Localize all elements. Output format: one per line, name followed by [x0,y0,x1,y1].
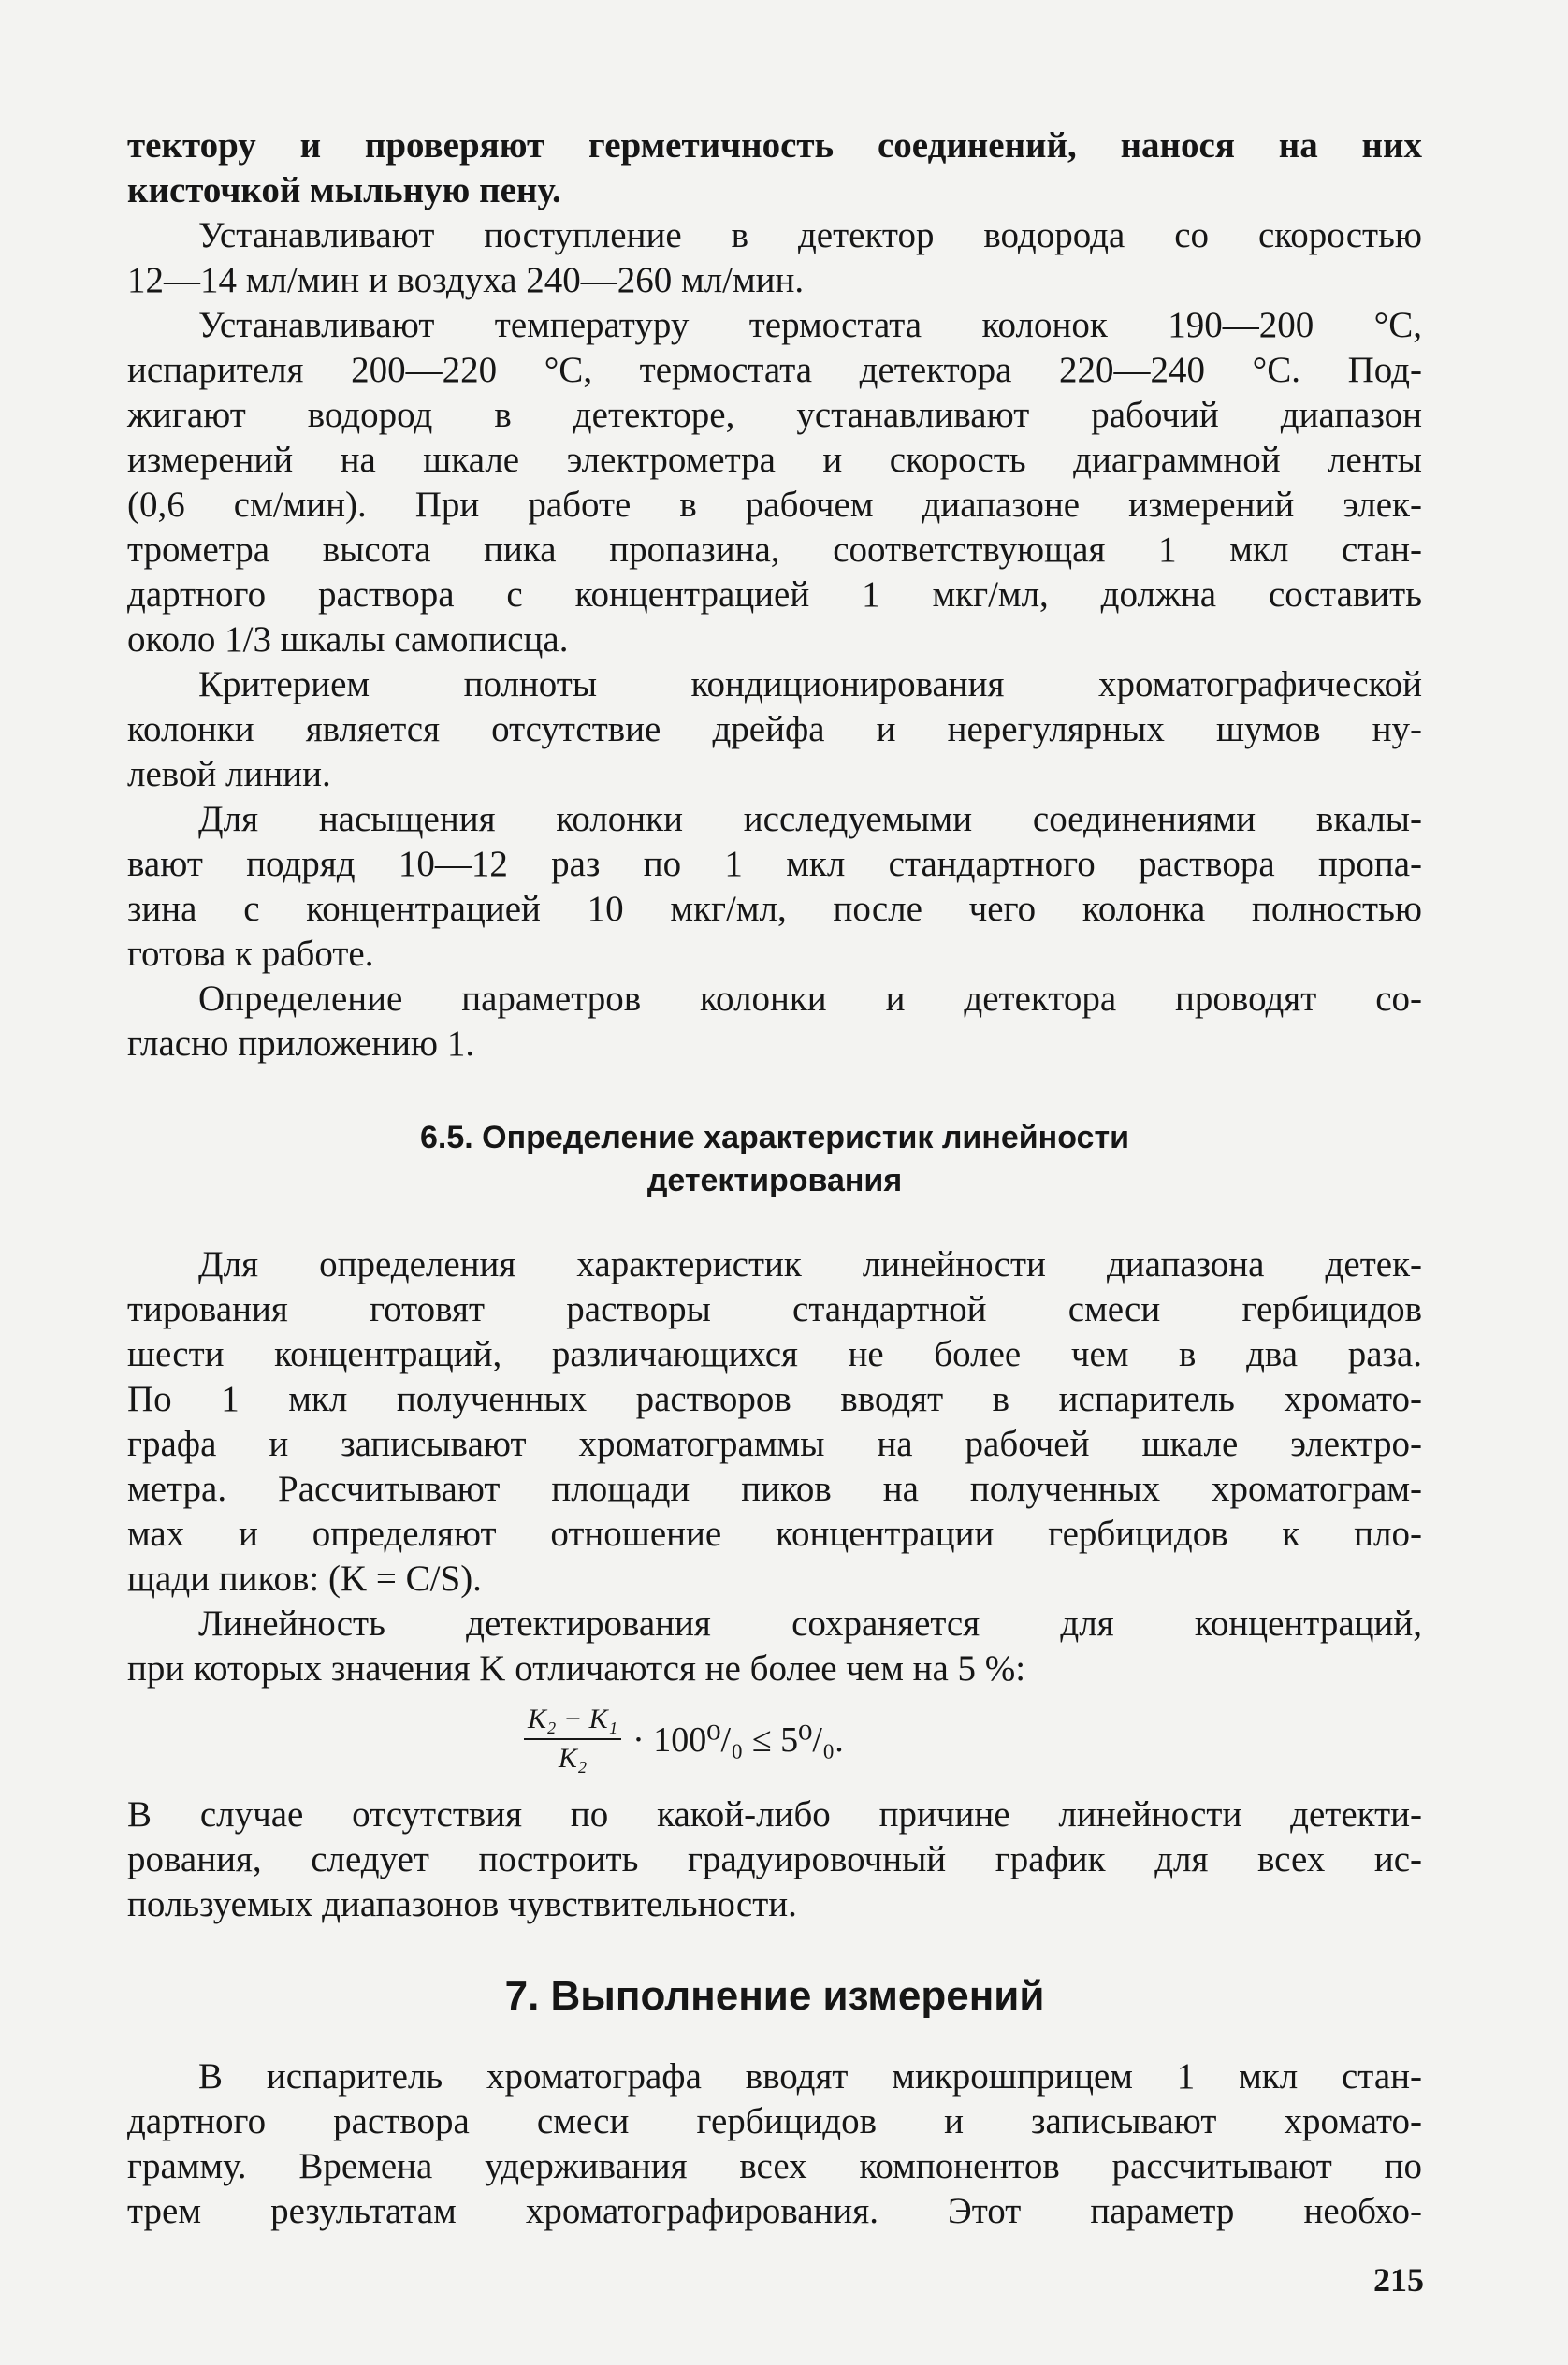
text-line: трем результатам хроматографирования. Этот параметр необхо- [127,2191,1422,2231]
text-line: В случае отсутствия по какой-либо причине линейности детекти- [127,1794,1422,1835]
text-line: измерений на шкале электрометра и скорость диаграммной ленты [127,440,1422,480]
text-line: тирования готовят растворы стандартной смеси гербицидов [127,1289,1422,1329]
text-line: мах и определяют отношение концентрации гербицидов к пло- [127,1514,1422,1554]
text-line: 12—14 мл/мин и воздуха 240—260 мл/мин. [127,260,805,300]
text-line: дартного раствора с концентрацией 1 мкг/мл, должна составить [127,574,1422,615]
text-line: Устанавливают температуру термостата колонок 190—200 °С, [198,305,1422,345]
text-line: тектору и проверяют герметичность соединений, нанося на них [127,125,1422,166]
text-line: Определение параметров колонки и детектора проводят со- [198,979,1422,1019]
text-line: жигают водород в детекторе, устанавливают рабочий диапазон [127,395,1422,435]
formula-rest: · 100⁰/₀ ≤ 5⁰/₀. [632,1719,844,1760]
text-line: Устанавливают поступление в детектор водорода со скоростью [198,215,1422,255]
text-line: колонки является отсутствие дрейфа и нерегулярных шумов ну- [127,709,1422,749]
text-line: Для насыщения колонки исследуемыми соединениями вкалы- [198,799,1422,839]
text-line: вают подряд 10—12 раз по 1 мкл стандартного раствора пропа- [127,844,1422,884]
text-line: Критерием полноты кондиционирования хроматографической [198,664,1422,704]
section-heading: 6.5. Определение характеристик линейности [420,1120,1129,1155]
formula-denominator: K₂ [558,1743,588,1774]
chapter-heading: 7. Выполнение измерений [504,1973,1045,2019]
text-line: Для определения характеристик линейности диапазона детек- [198,1244,1422,1284]
text-line: гласно приложению 1. [127,1023,475,1064]
text-line: трометра высота пика пропазина, соответствующая 1 мкл стан- [127,530,1422,570]
text-line: рования, следует построить градуировочный график для всех ис- [127,1839,1422,1879]
text-line: готова к работе. [127,934,374,974]
linearity-formula [524,1703,844,1776]
text-line: пользуемых диапазонов чувствительности. [127,1884,797,1924]
page-number: 215 [1373,2261,1424,2299]
text-line: По 1 мкл полученных растворов вводят в испаритель хромато- [127,1379,1422,1419]
text-line: зина с концентрацией 10 мкг/мл, после чего колонка полностью [127,889,1422,929]
text-line: В испаритель хроматографа вводят микрошприцем 1 мкл стан- [198,2056,1422,2097]
text-line: метра. Рассчитывают площади пиков на полученных хроматограм- [127,1469,1422,1509]
text-line: дартного раствора смеси гербицидов и записывают хромато- [127,2101,1422,2141]
text-line: шести концентраций, различающихся не более чем в два раза. [127,1334,1422,1374]
formula-numerator: K₂ − K₁ [524,1703,621,1740]
text-line: левой линии. [127,754,331,794]
text-line: около 1/3 шкалы самописца. [127,619,569,660]
formula-fraction [524,1703,621,1776]
text-line: Линейность детектирования сохраняется для концентраций, [198,1603,1422,1644]
text-line: кисточкой мыльную пену. [127,170,561,210]
text-line: графа и записывают хроматограммы на рабочей шкале электро- [127,1424,1422,1464]
text-line: испарителя 200—220 °С, термостата детектора 220—240 °С. Под- [127,350,1422,390]
text-line: щади пиков: (K = C/S). [127,1559,482,1599]
text-line: при которых значения K отличаются не более чем на 5 %: [127,1648,1026,1689]
text-line: (0,6 см/мин). При работе в рабочем диапазоне измерений элек- [127,485,1422,525]
text-line: грамму. Времена удерживания всех компонентов рассчитывают по [127,2146,1422,2186]
section-heading: детектирования [646,1163,903,1198]
